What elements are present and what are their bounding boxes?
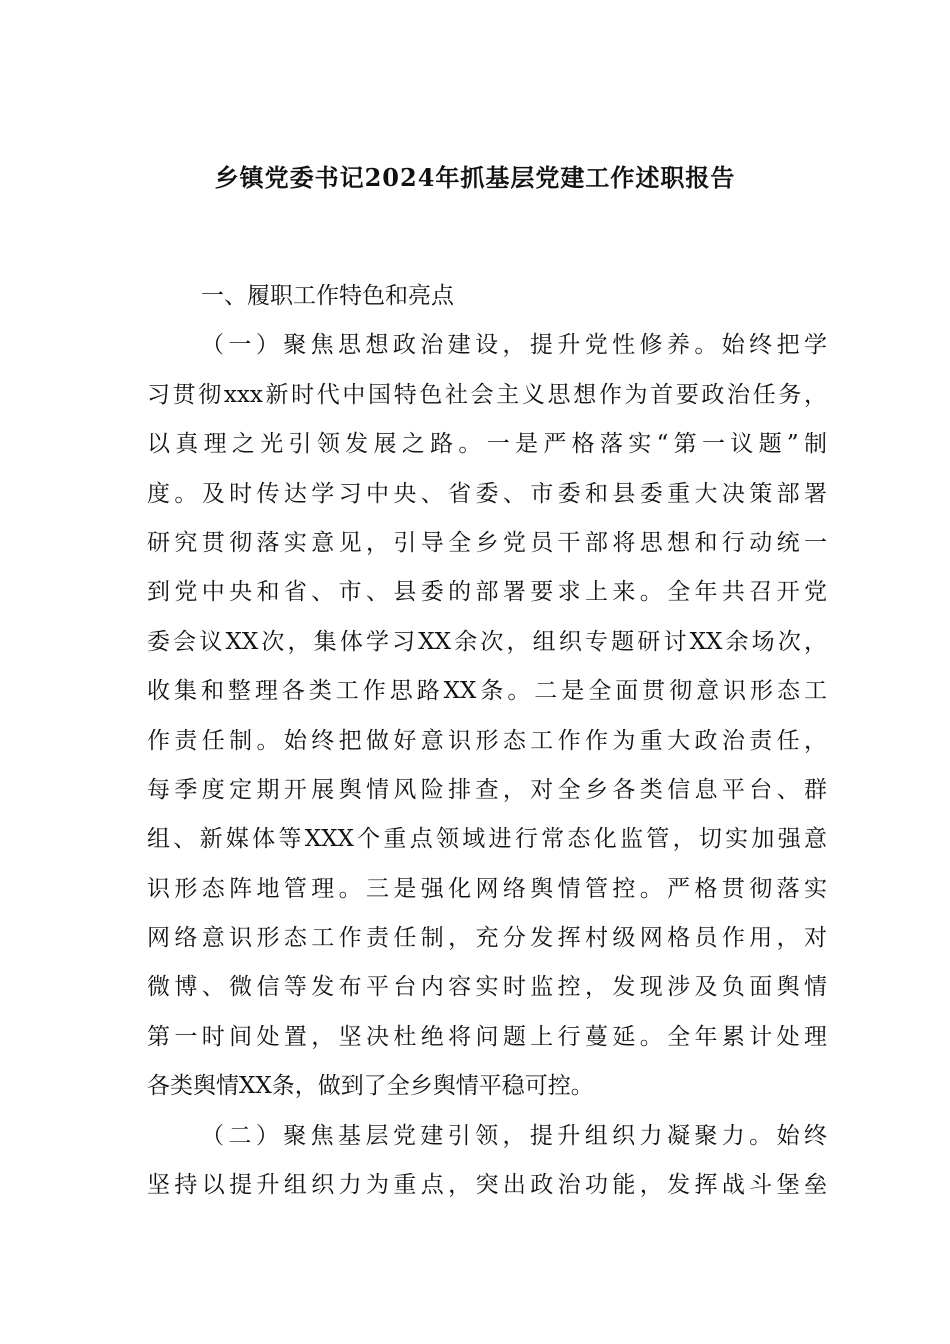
paragraph-line: （一）聚焦思想政治建设，提升党性修养。始终把学	[201, 332, 827, 359]
paragraph-line: 微博、微信等发布平台内容实时监控，发现涉及负面舆情	[147, 974, 827, 1001]
paragraph-line: 研究贯彻落实意见，引导全乡党员干部将思想和行动统一	[147, 529, 827, 556]
paragraph-line: 委会议XX次，集体学习XX余次，组织专题研讨XX余场次，	[147, 628, 827, 655]
paragraph-line: 度。及时传达学习中央、省委、市委和县委重大决策部署	[147, 480, 827, 507]
paragraph-line: 坚持以提升组织力为重点，突出政治功能，发挥战斗堡垒	[147, 1172, 827, 1199]
paragraph-line: 作责任制。始终把做好意识形态工作作为重大政治责任，	[147, 727, 827, 754]
paragraph-line: 每季度定期开展舆情风险排查，对全乡各类信息平台、群	[147, 776, 827, 803]
paragraph-line: 以真理之光引领发展之路。一是严格落实“第一议题”制	[147, 431, 827, 458]
paragraph-line: 组、新媒体等XXX个重点领域进行常态化监管，切实加强意	[147, 826, 827, 853]
document-title: 乡镇党委书记2024年抓基层党建工作述职报告	[214, 163, 736, 192]
document-body	[147, 272, 827, 1210]
paragraph-line: 到党中央和省、市、县委的部署要求上来。全年共召开党	[147, 579, 827, 606]
paragraph-line: 各类舆情XX条，做到了全乡舆情平稳可控。	[147, 1073, 594, 1100]
paragraph-line: （二）聚焦基层党建引领，提升组织力凝聚力。始终	[201, 1122, 827, 1149]
section-heading: 一、履职工作特色和亮点	[201, 283, 454, 309]
paragraph-line: 网络意识形态工作责任制，充分发挥村级网格员作用，对	[147, 925, 827, 952]
paragraph-line: 习贯彻xxx新时代中国特色社会主义思想作为首要政治任务，	[147, 381, 827, 408]
paragraph-line: 识形态阵地管理。三是强化网络舆情管控。严格贯彻落实	[147, 875, 827, 902]
paragraph-line: 收集和整理各类工作思路XX条。二是全面贯彻意识形态工	[147, 678, 827, 705]
paragraph-line: 第一时间处置，坚决杜绝将问题上行蔓延。全年累计处理	[147, 1023, 827, 1050]
